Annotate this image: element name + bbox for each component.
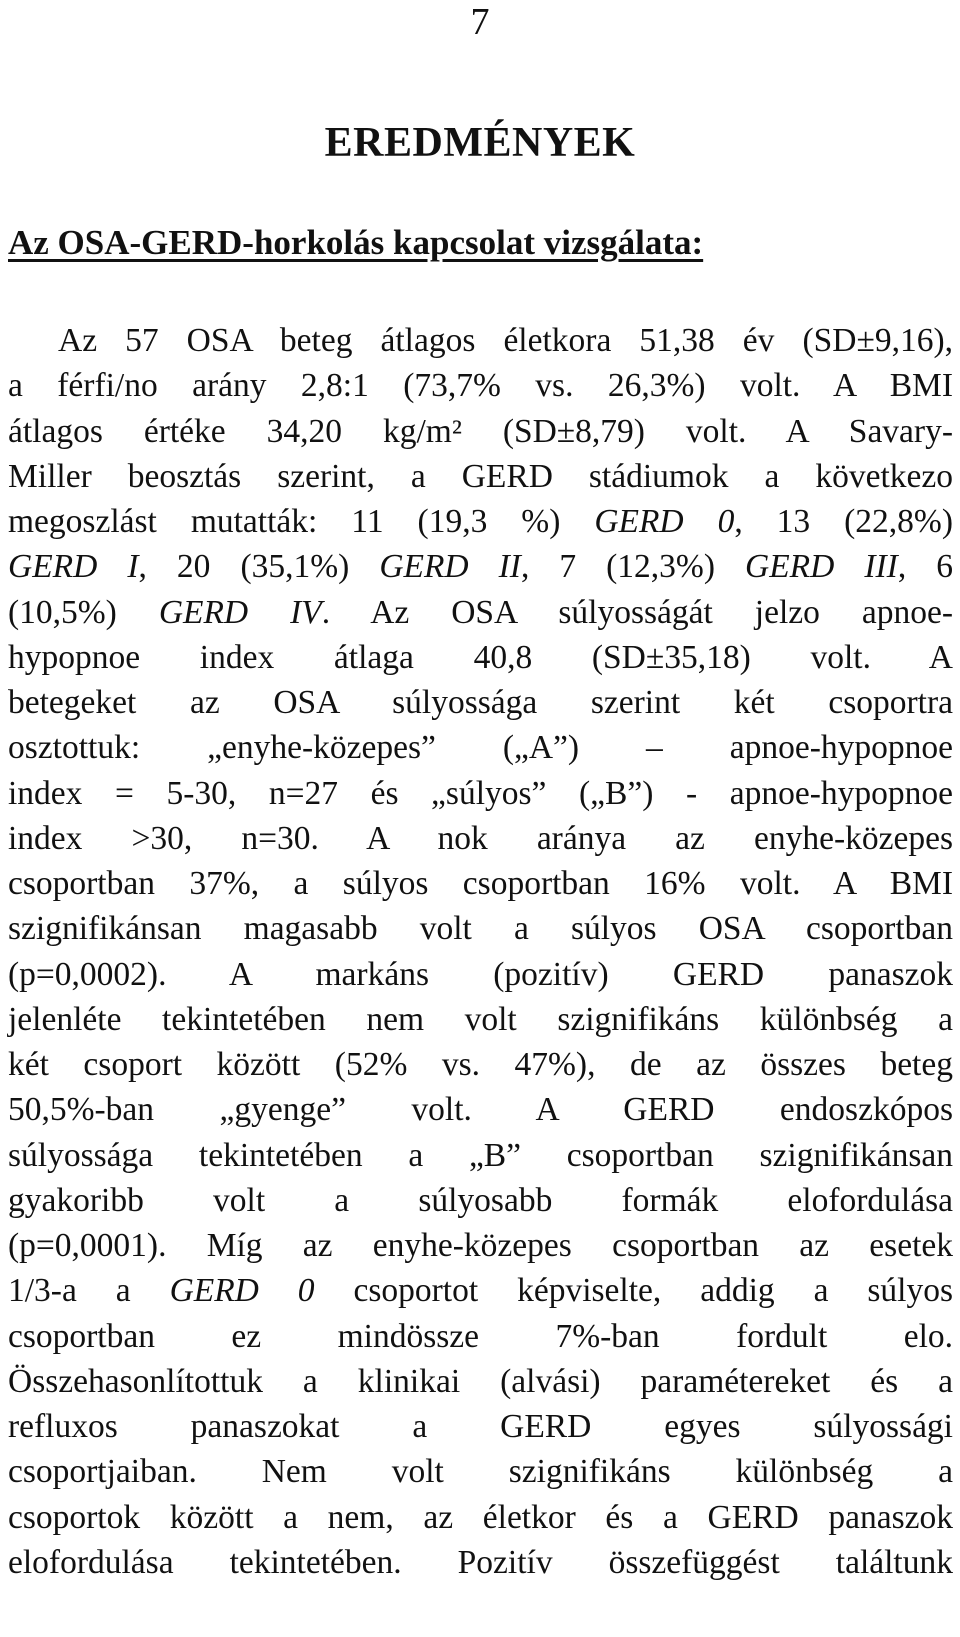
text-run: csoportban ez mindössze 7%-ban fordult elo. [8, 1317, 953, 1355]
text-run: két csoport között (52% vs. 47%), de az összes beteg [8, 1046, 953, 1083]
text-run: súlyossága tekintetében a „B” csoportban szignifikánsan [8, 1136, 953, 1174]
text-run: csoportban 37%, a súlyos csoportban 16% volt. A BMI [8, 865, 953, 902]
text-line [8, 1540, 953, 1585]
text-run: 50,5%-ban „gyenge” volt. A GERD endoszkópos [8, 1091, 953, 1129]
italic-term: GERD I [8, 548, 139, 586]
italic-term: GERD III [745, 548, 898, 586]
text-line [8, 1359, 953, 1404]
text-line [8, 1178, 953, 1223]
text-line [8, 861, 953, 906]
text-run: Az 57 OSA beteg átlagos életkora 51,38 év (SD±9,16), [58, 322, 953, 359]
text-run: csoportok között a nem, az életkor és a GERD panaszok [8, 1498, 953, 1536]
text-run: a férfi/no arány 2,8:1 (73,7% vs. 26,3%) volt. A BMI [8, 367, 953, 405]
text-line [8, 454, 953, 499]
text-run: Összehasonlítottuk a klinikai (alvási) paramétereket és a [8, 1362, 953, 1400]
text-line [8, 997, 953, 1042]
text-run: jelenléte tekintetében nem volt szignifikáns különbség a [8, 1000, 953, 1038]
text-line [8, 816, 953, 861]
text-run: , 13 (22,8%) [734, 503, 953, 540]
text-line [8, 1449, 953, 1494]
text-run: index = 5-30, n=27 és „súlyos” („B”) - apnoe-hypopnoe [8, 774, 953, 812]
text-run: index >30, n=30. A nok aránya az enyhe-közepes [8, 819, 953, 857]
text-run: , 6 [897, 548, 953, 586]
text-line [8, 1314, 953, 1359]
text-run: szignifikánsan magasabb volt a súlyos OSA csoportban [8, 910, 953, 948]
body-paragraph [8, 318, 953, 1585]
text-run: refluxos panaszokat a GERD egyes súlyossági [8, 1408, 953, 1445]
text-run: átlagos értéke 34,20 kg/m² (SD±8,79) volt. A Savary- [8, 412, 953, 450]
text-line [8, 499, 953, 544]
text-line [8, 1404, 953, 1449]
text-run: (p=0,0002). A markáns (pozitív) GERD panaszok [8, 955, 953, 993]
text-run: , 7 (12,3%) [520, 548, 746, 586]
page-number: 7 [470, 1, 490, 43]
text-run: hypopnoe index átlaga 40,8 (SD±35,18) volt. A [8, 638, 953, 676]
italic-term: GERD 0 [169, 1272, 315, 1310]
text-line [8, 318, 953, 363]
italic-term: GERD II [379, 548, 521, 586]
text-run: , 20 (35,1%) [138, 548, 380, 586]
text-run: osztottuk: „enyhe-közepes” („A”) – apnoe-hypopnoe [8, 729, 953, 767]
text-line [8, 952, 953, 997]
text-run: csoportot képviselte, addig a súlyos [314, 1272, 954, 1310]
text-line [8, 409, 953, 454]
text-line [8, 1087, 953, 1132]
section-heading: Az OSA-GERD-horkolás kapcsolat vizsgálata: [8, 223, 704, 262]
italic-term: GERD 0 [594, 503, 735, 540]
text-run: 1/3-a a [8, 1272, 170, 1310]
text-line [8, 363, 953, 408]
text-line [8, 906, 953, 951]
text-run: (10,5%) [8, 593, 159, 631]
text-run: . Az OSA súlyosságát jelzo apnoe- [321, 593, 954, 631]
text-line [8, 1495, 953, 1540]
text-line [8, 1223, 953, 1268]
page-title: EREDMÉNYEK [324, 120, 636, 166]
text-line [8, 590, 953, 635]
text-line [8, 725, 953, 770]
text-line [8, 680, 953, 725]
text-run: csoportjaiban. Nem volt szignifikáns különbség a [8, 1453, 953, 1491]
text-line [8, 771, 953, 816]
text-run: megoszlást mutatták: 11 (19,3 %) [8, 503, 595, 540]
text-run: elofordulása tekintetében. Pozitív összefüggést találtunk [8, 1543, 953, 1581]
italic-term: GERD IV [158, 593, 322, 631]
text-run: betegeket az OSA súlyossága szerint két csoportra [8, 684, 953, 721]
text-line [8, 1133, 953, 1178]
text-run: gyakoribb volt a súlyosabb formák elofordulása [8, 1181, 953, 1219]
text-run: Miller beosztás szerint, a GERD stádiumok a következo [8, 457, 953, 495]
text-run: (p=0,0001). Míg az enyhe-közepes csoportban az esetek [8, 1227, 953, 1264]
text-line [8, 544, 953, 589]
text-line [8, 635, 953, 680]
text-line [8, 1268, 953, 1313]
text-line [8, 1042, 953, 1087]
